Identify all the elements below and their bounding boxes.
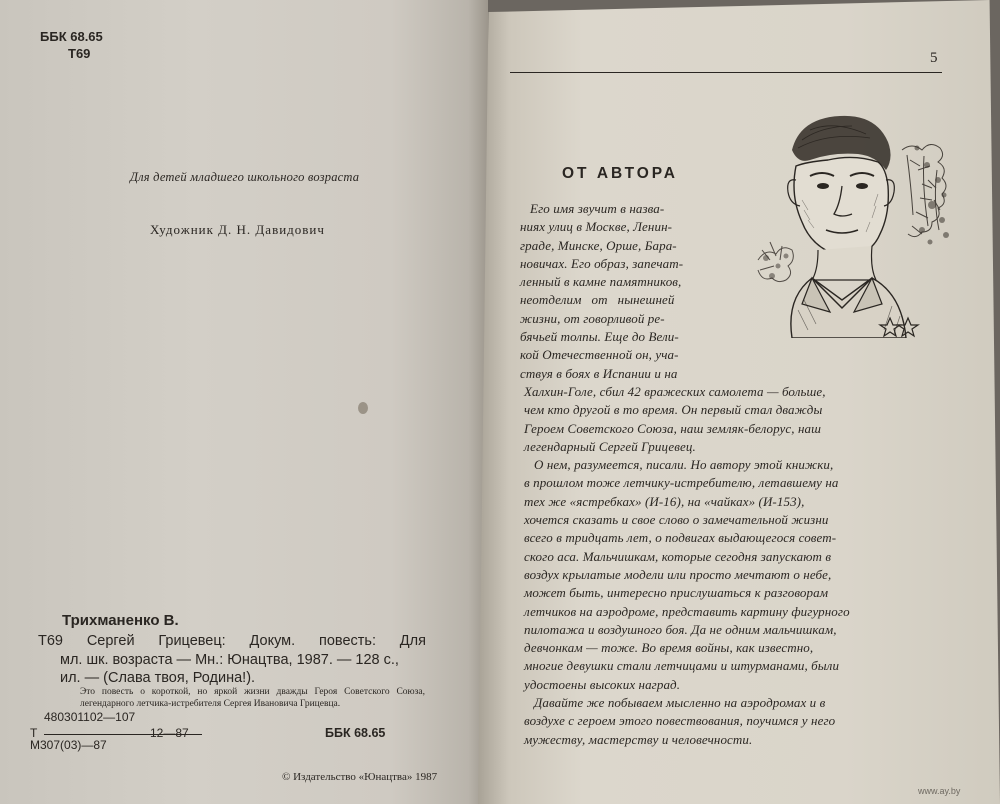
publisher-copyright: © Издательство «Юнацтва» 1987	[282, 771, 438, 783]
catalog-word: Для	[399, 633, 426, 649]
foreword-line: новичах. Его образ, запечат-	[520, 255, 684, 271]
catalog-text: ил. — (Слава твоя, Родина!).	[60, 670, 256, 686]
foreword-line: хочется сказать и свое слово о замечательной жизни	[524, 512, 829, 528]
catalog-text: мл. шк. возраста — Мн.: Юнацтва, 1987. — 128 с.,	[60, 651, 399, 668]
section-title: ОТ АВТОРА	[562, 165, 678, 182]
catalog-line	[38, 669, 426, 688]
audience-note: Для детей младшего школьного возраста	[130, 170, 360, 184]
foreword-line: граде, Минске, Орше, Бара-	[520, 237, 677, 253]
foreword-line: ствуя в боях в Испании и на	[520, 365, 678, 381]
catalog-code-bottom: М307(03)—87	[30, 738, 107, 752]
foreword-line: неотделим от нынешней	[520, 292, 675, 308]
foreword-line: легендарный Сергей Грицевец.	[524, 438, 696, 454]
foreword-line: ленный в камне памятников,	[520, 274, 682, 290]
catalog-description	[38, 632, 426, 688]
page-number: 5	[930, 50, 938, 66]
foreword-line: бячьей толпы. Еще до Вели-	[520, 329, 679, 345]
catalog-code-number: 12—87	[150, 726, 189, 740]
foreword-line: жизни, от говорливой ре-	[520, 310, 665, 326]
catalog-word: повесть:	[318, 633, 376, 649]
foreword-line: О нем, разумеется, писали. Но автору этой книжки,	[524, 457, 834, 473]
foreword-line: Героем Советского Союза, наш земляк-белорус, наш	[524, 420, 822, 436]
author-foreword	[490, 200, 850, 749]
foreword-line: всего в тридцать лет, о подвигах выдающегося совет-	[524, 530, 837, 546]
foreword-line: удостоены высоких наград.	[524, 676, 681, 692]
foreword-line: чем кто другой в то время. Он первый стал дважды	[524, 402, 823, 418]
foreword-line: в прошлом тоже летчику-истребителю, летавшему на	[524, 475, 839, 491]
bbk-code-bottom: ББК 68.65	[325, 726, 386, 740]
catalog-line	[38, 651, 426, 670]
catalog-word: Т69	[38, 633, 63, 649]
paper-stain	[358, 402, 368, 414]
catalog-word: Докум.	[249, 633, 296, 649]
foreword-line: кой Отечественной он, уча-	[520, 347, 679, 363]
foreword-line: девчонкам — тоже. Во время войны, как известно,	[524, 640, 814, 656]
foreword-line: воздухе с героем этого повествования, поучимся у него	[524, 713, 836, 729]
watermark-text: www.ay.by	[918, 786, 961, 796]
foreword-line: летчиков на аэродроме, представить картину фигурного	[524, 603, 850, 619]
foreword-line: Его имя звучит в назва-	[520, 201, 665, 216]
foreword-line: пилотажа и воздушного боя. Да не одним мальчишкам,	[524, 621, 837, 637]
foreword-line: Халхин-Голе, сбил 42 вражеских самолета — больше,	[524, 383, 826, 399]
foreword-line: мужеству, мастерству и человечности.	[524, 731, 753, 747]
catalog-author: Трихманенко В.	[62, 612, 179, 629]
foreword-line: воздух крылатые модели или просто мечтают о небе,	[524, 566, 832, 582]
bbk-code-top	[40, 28, 103, 62]
udc-code: Т69	[68, 46, 91, 61]
artist-credit: Художник Д. Н. Давидович	[150, 222, 325, 237]
header-rule	[510, 72, 942, 73]
foreword-line: Давайте же побываем мысленно на аэродромах и в	[524, 695, 826, 711]
catalog-code-top: 480301102—107	[44, 710, 136, 724]
foreword-line: многие девушки стали летчицами и штурманами, были	[524, 658, 840, 674]
book-summary: Это повесть о короткой, но яркой жизни дважды Героя Советского Союза, легендарного летчика-истребителя Сергея Ивановича Грицевца.	[80, 687, 425, 709]
catalog-line	[38, 632, 426, 651]
bbk-code: ББК 68.65	[40, 29, 103, 44]
catalog-code-letter: Т	[30, 726, 38, 740]
foreword-line: ского аса. Мальчишкам, которые сегодня запускают в	[524, 548, 832, 564]
catalog-word: Грицевец:	[158, 633, 226, 649]
catalog-word: Сергей	[86, 633, 135, 649]
foreword-line: ниях улиц в Москве, Ленин-	[520, 219, 673, 235]
foreword-line: тех же «ястребках» (И-16), на «чайках» (И-153),	[524, 493, 805, 509]
foreword-line: может быть, интересно прислушаться к разговорам	[524, 585, 829, 601]
